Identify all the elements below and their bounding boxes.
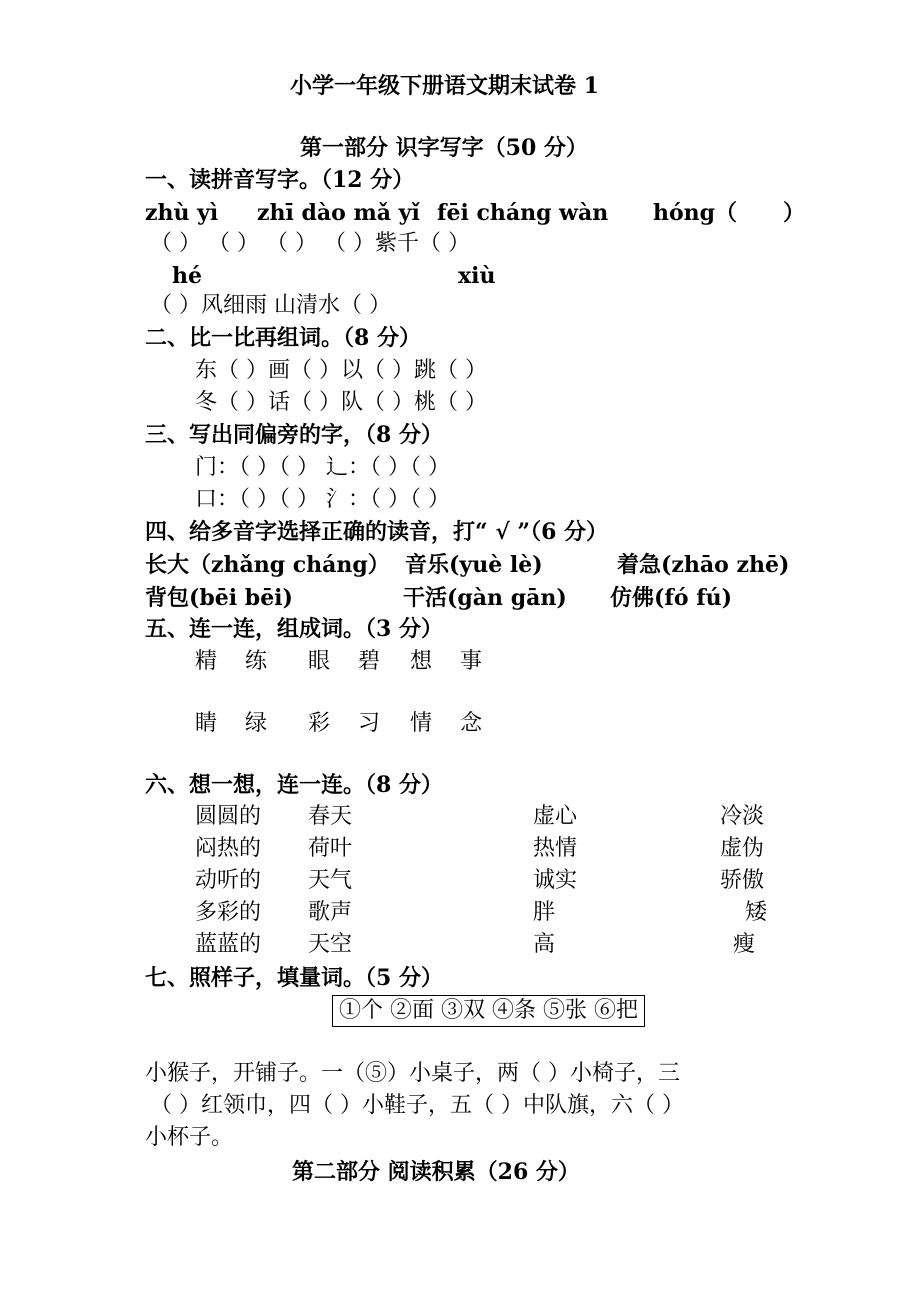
match-char: 精 [195,649,218,674]
polyphone-item: 干活(gàn gān) [403,585,567,611]
section-6-heading: 六、想一想，连一连。（8 分） [145,772,443,798]
match-word: 闷热的 [195,836,262,861]
match-char: 彩 [308,711,331,736]
match-word: 胖 [533,900,556,925]
match-word: 热情 [533,836,578,861]
section-7-heading: 七、照样子，填量词。（5 分） [145,965,443,991]
fill-sentence-line: 小杯子。 [145,1125,234,1150]
match-word: 歌声 [308,900,353,925]
answer-blanks-row: （ ）风细雨 山清水（ ） [150,293,391,318]
pinyin-item: fēi cháng [437,200,552,226]
match-word: 瘦 [733,932,756,957]
word-compare-row: 东（ ）画（ ）以（ ）跳（ ） [195,358,487,383]
fill-sentence-line: 小猴子，开铺子。一（⑤）小桌子，两（ ）小椅子，三 [145,1061,680,1086]
match-word: 矮 [745,900,768,925]
answer-blanks-row: （ ） （ ） （ ） （ ）紫千（ ） [150,231,470,256]
pinyin-item: zhù yì [145,200,219,226]
match-char: 眼 [308,649,331,674]
section-2-heading: 二、比一比再组词。（8 分） [145,325,421,351]
part-two-heading: 第二部分 阅读积累（26 分） [292,1159,580,1185]
match-word: 天空 [308,932,353,957]
match-word: 骄傲 [720,868,765,893]
match-char: 睛 [195,711,218,736]
part-one-heading: 第一部分 识字写字（50 分） [300,135,588,161]
match-char: 习 [358,711,381,736]
match-char: 念 [460,711,483,736]
match-word: 高 [533,932,556,957]
match-word: 荷叶 [308,836,353,861]
match-word: 冷淡 [720,804,765,829]
polyphone-item: 长大（zhǎng cháng） [145,552,390,578]
polyphone-item: 仿佛(fó fú) [610,585,733,611]
match-word: 诚实 [533,868,578,893]
match-char: 练 [245,649,268,674]
section-1-heading: 一、读拼音写字。（12 分） [145,167,415,193]
match-word: 天气 [308,868,353,893]
pinyin-item: xiù [458,263,496,289]
match-char: 碧 [358,649,381,674]
pinyin-item: wàn [559,200,609,226]
match-word: 动听的 [195,868,262,893]
fill-sentence-line: （ ）红领巾，四（ ）小鞋子，五（ ）中队旗，六（ ） [150,1093,684,1118]
match-word: 多彩的 [195,900,262,925]
match-char: 事 [460,649,483,674]
polyphone-item: 着急(zhāo zhē) [617,552,790,578]
word-compare-row: 冬（ ）话（ ）队（ ）桃（ ） [195,390,487,415]
pinyin-item: hóng（ [653,200,738,226]
match-word: 春天 [308,804,353,829]
match-word: 圆圆的 [195,804,262,829]
section-3-heading: 三、写出同偏旁的字，（8 分） [145,422,443,448]
pinyin-item: zhī dào mǎ yǐ [257,200,420,226]
match-char: 情 [410,711,433,736]
section-4-heading: 四、给多音字选择正确的读音，打“ √ ”（6 分） [145,519,609,545]
polyphone-item: 音乐(yuè lè) [405,552,543,578]
match-word: 虚伪 [720,836,765,861]
pinyin-item: ） [783,200,806,226]
match-word: 蓝蓝的 [195,932,262,957]
match-char: 绿 [245,711,268,736]
match-word: 虚心 [533,804,578,829]
match-char: 想 [410,649,433,674]
section-5-heading: 五、连一连，组成词。（3 分） [145,616,443,642]
radical-row: 门：（ ）（ ） 辶：（ ）（ ） [195,455,450,480]
page-title: 小学一年级下册语文期末试卷 1 [290,73,599,99]
measure-word-options-box: ①个 ②面 ③双 ④条 ⑤张 ⑥把 [332,995,645,1027]
pinyin-item: hé [172,263,202,289]
radical-row: 口：（ ）（ ） 氵：（ ）（ ） [195,487,450,512]
polyphone-item: 背包(bēi bēi) [145,585,293,611]
